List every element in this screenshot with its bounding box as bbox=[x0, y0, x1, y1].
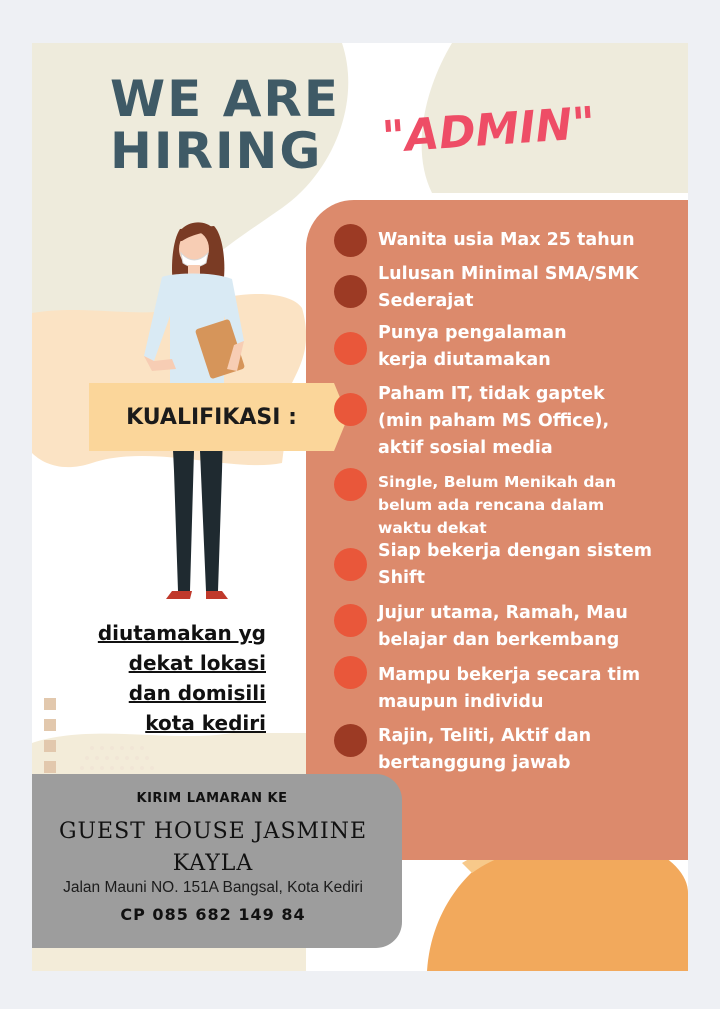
deco-square bbox=[44, 719, 56, 731]
bullet-dot bbox=[334, 724, 367, 757]
headline-line1: WE ARE bbox=[110, 70, 341, 128]
qualification-label: KUALIFIKASI : bbox=[89, 383, 334, 451]
deco-square bbox=[44, 698, 56, 710]
bullet-dot bbox=[334, 656, 367, 689]
contact-phone: CP 085 682 149 84 bbox=[120, 905, 306, 924]
deco-square bbox=[44, 761, 56, 773]
hiring-poster bbox=[32, 43, 688, 971]
qualification-item: Lulusan Minimal SMA/SMK Sederajat bbox=[378, 264, 639, 311]
deco-square bbox=[44, 740, 56, 752]
position-title: "ADMIN" bbox=[380, 97, 597, 164]
qualification-item: Mampu bekerja secara tim maupun individu bbox=[378, 665, 641, 712]
qualification-item: Paham IT, tidak gaptek (min paham MS Office), aktif sosial media bbox=[378, 384, 610, 458]
qualification-item: Punya pengalaman kerja diutamakan bbox=[378, 323, 567, 370]
location-preference-note: diutamakan yg dekat lokasi dan domisili kota kediri bbox=[97, 621, 266, 735]
company-address: Jalan Mauni NO. 151A Bangsal, Kota Kediri bbox=[63, 879, 363, 896]
qualification-item: Single, Belum Menikah dan belum ada rencana dalam waktu dekat bbox=[378, 473, 617, 537]
bullet-dot bbox=[334, 393, 367, 426]
headline bbox=[110, 70, 341, 180]
bullet-dot bbox=[334, 332, 367, 365]
contact-heading: KIRIM LAMARAN KE bbox=[136, 791, 288, 806]
bullet-dot bbox=[334, 468, 367, 501]
bullet-dot bbox=[334, 224, 367, 257]
contact-card bbox=[32, 774, 402, 948]
company-name: GUEST HOUSE JASMINE KAYLA bbox=[58, 819, 368, 876]
qualification-item: Jujur utama, Ramah, Mau belajar dan berkembang bbox=[378, 603, 628, 650]
qualification-item: Siap bekerja dengan sistem Shift bbox=[378, 541, 653, 588]
headline-line2: HIRING bbox=[110, 122, 323, 180]
bullet-dot bbox=[334, 604, 367, 637]
bullet-dot bbox=[334, 275, 367, 308]
qualification-item: Wanita usia Max 25 tahun bbox=[378, 230, 635, 250]
bullet-dot bbox=[334, 548, 367, 581]
qualification-item: Rajin, Teliti, Aktif dan bertanggung jawab bbox=[378, 726, 592, 773]
